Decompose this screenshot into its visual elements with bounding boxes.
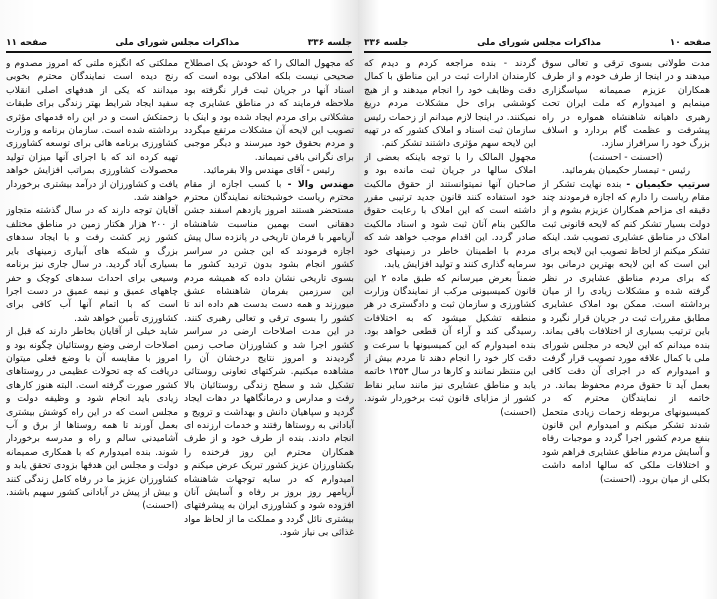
speaker-name: مهندس والا - [287, 178, 354, 190]
paragraph: گردند - بنده مراجعه کردم و دیدم که کارمندان ادارات ثبت در این مناطق با کمال دقت وظایف خود را انجام میدهند و از هیچ کوششی برای حل مشکلات مردم دریغ نمیکنند. در اینجا لازم میدانم از زحمات رئیس سازمان ثبت اسناد و املاک کشور که در تهیه این لایحه سهم مؤثری داشتند تشکر کنم. [364, 58, 536, 150]
text-column [6, 57, 178, 595]
speech-text: بنده نهایت تشکر از مقام ریاست را دارم که اجازه فرمودند چند دقیقه ای مزاحم همکاران عزیزم بشوم و از دولت بسیار تشکر کنم که لایحه قانونی ثبت املاک در مناطق عشایری تصویب شد. اینکه تشکر میکنم از لحاظ تصویب این لایحه برای این است که این لایحه بهترین درمانی بود که برای مردم مناطق عشایری در نظر گرفته شده و مشکلات زیادی را از میان برداشته است. ممکن بود املاک عشایری مطابق مقررات ثبت در جریان قرار نگیرد و باین ترتیب بسیاری از اختلافات باقی بماند. بنده میدانم که این لایحه در مجلس شورای ملی با کمال علاقه مورد تصویب قرار گرفت و امیدوارم که در اجرای آن دقت کافی بعمل آید تا حقوق مردم محفوظ بماند. در خاتمه از نمایندگان محترم که در کمیسیونهای مربوطه زحمات زیادی متحمل شدند تشکر میکنم و امیدوارم این قانون بنفع مردم کشور اجرا گردد و موجبات رفاه و آسایش مردم مناطق عشایری فراهم شود و اختلافات ملکی که سالها ادامه داشت بکلی از میان برود. (احسنت) [542, 178, 710, 485]
speech-text: با کسب اجازه از مقام محترم ریاست خوشبختانه نمایندگان محترم مستحضر هستند امروز یازدهم اسفند جشن دهقانی است بهمین مناسبت شاهنشاه آریامهر با فرمان تاریخی در پانزده سال پیش اجازه فرمودند که این جشن در سراسر کشور انجام بشود بدون تردید کشور ما بسوی تاریخی نشان داده که همیشه مردم این سرزمین بفرمان شاهنشاه عشق میورزند و همه دست بدست هم داده اند تا کشور را بسوی ترقی و تعالی رهبری کنند. در این مدت اصلاحات ارضی در سراسر کشور اجرا شد و کشاورزان صاحب زمین گردیدند و امروز نتایج درخشان آن را مشاهده میکنیم. شرکتهای تعاونی روستائی تشکیل شد و سطح زندگی روستائیان بالا رفت و مدارس و درمانگاهها در دهات ایجاد گردید و سپاهیان دانش و بهداشت و ترویج و آبادانی به روستاها رفتند و خدمات ارزنده ای انجام دادند. بنده از طرف خود و از طرف همکاران محترم این روز فرخنده را بکشاورزان عزیز کشور تبریک عرض میکنم و امیدوارم که در سایه توجهات شاهنشاه آریامهر روز بروز بر رفاه و آسایش آنان افزوده شود و کشاورزی ایران به پیشرفتهای بیشتری نائل گردد و مملکت ما از لحاظ مواد غذائی بی نیاز شود. [184, 178, 354, 539]
paragraph: مجهول المالک را با توجه باینکه بعضی از املاک سالها در جریان ثبت مانده بود و صاحبان آنها نمیتوانستند از حقوق مالکیت خود استفاده کنند قانون جدید ترتیبی مقرر داشته است که این املاک با رعایت حقوق مالکین بنام آنان ثبت شود و اسناد مالکیت صادر گردد. این اقدام موجب خواهد شد که مردم با اطمینان خاطر در زمینهای خود سرمایه گذاری کنند و تولید افزایش یابد. [364, 151, 536, 271]
page-number: صفحه ۱۱ [6, 38, 48, 48]
page-header [6, 36, 352, 50]
page-number: صفحه ۱۰ [669, 38, 711, 48]
paragraph: ضمناً بعرض میرسانم که طبق ماده ۲ این قانون کمیسیونی مرکب از نمایندگان وزارت کشاورزی و سازمان ثبت و دادگستری در هر منطقه تشکیل میشود که به اختلافات رسیدگی کند و آراء آن قطعی خواهد بود. بنده امیدوارم که این کمیسیونها با سرعت و دقت کار خود را انجام دهند تا مردم بیش از این منتظر نمانند و کارها در سال ۱۳۵۳ خاتمه یابد و مناطق عشایری نیز مانند سایر نقاط کشور از مزایای قانون ثبت برخوردار شوند. (احسنت) [364, 272, 536, 418]
speaker-name: سرتیپ حکیمیان - [626, 178, 710, 190]
paragraph [184, 178, 354, 540]
speaker-call: رئیس - تیمسار حکیمیان بفرمائید. [561, 165, 691, 177]
right-page [358, 0, 717, 599]
applause-note: (احسنت - احسنت) [589, 151, 663, 163]
session-number: جلسه ۳۳۶ [307, 38, 352, 48]
header-rule [364, 51, 711, 53]
paragraph: شاید خیلی از آقایان بخاطر دارند که قبل از اصلاحات ارضی وضع روستائیان چگونه بود و امروز با مقایسه آن با وضع فعلی میتوان دریافت که چه تحولات عظیمی در روستاهای کشور صورت گرفته است. البته هنوز کارهای زیادی باید انجام شود و وظیفه دولت و مجلس است که در این راه کوشش بیشتری بعمل آورند تا همه روستاها از برق و آب آشامیدنی سالم و راه و مدرسه برخوردار شوند. بنده امیدوارم که با همکاری صمیمانه دولت و مجلس این هدفها بزودی تحقق یابد و کشاورزان عزیز ما در رفاه کامل زندگی کنند و بیش از پیش در آبادانی کشور سهیم باشند. (احسنت) [6, 326, 178, 512]
paragraph: مملکتی که انگیزه ملتی که امروز مصدوم و رنج دیده است نمایندگان محترم بخوبی میدانند که یکی از هدفهای اصلی انقلاب سفید ایجاد شرایط بهتر زندگی برای طبقات زحمتکش است و در این راه قدمهای مؤثری برداشته شده است. سازمان برنامه و وزارت کشاورزی برنامه هائی برای توسعه کشاورزی تهیه کرده اند که با اجرای آنها میزان تولید محصولات کشاورزی بمراتب افزایش خواهد یافت و کشاورزان از درآمد بیشتری برخوردار خواهند شد. [6, 58, 178, 204]
paragraph: آقایان توجه دارند که در سال گذشته متجاوز از ۲۰۰ هزار هکتار زمین در مناطق مختلف کشور زیر کشت رفت و با ایجاد سدهای بزرگ و شبکه های آبیاری زمینهای بایر بسیاری آباد گردید. در سال جاری نیز برنامه وسیعی برای احداث سدهای کوچک و حفر چاههای عمیق و نیمه عمیق در دست اجرا است که با اتمام آنها آب کافی برای کشاورزی تأمین خواهد شد. [6, 205, 178, 324]
text-column [364, 57, 536, 595]
running-title: مذاکرات مجلس شورای ملی [115, 38, 240, 48]
paragraph [542, 178, 710, 486]
text-column [542, 57, 710, 595]
left-page [0, 0, 358, 599]
page-header [364, 36, 711, 50]
header-rule [6, 51, 352, 53]
session-number: جلسه ۳۳۶ [364, 38, 409, 48]
paragraph: که مجهول المالک را که خودش یک اصطلاح صحیحی نیست بلکه املاکی بوده است که اسناد آنها در جریان ثبت قرار نگرفته بود ملاحظه فرمایند که در مناطق عشایری چه مشکلاتی برای مردم ایجاد شده بود و اینک با تصویب این لایحه آن مشکلات مرتفع میگردد و مردم بحقوق خود میرسند و دیگر موجبی برای نگرانی باقی نمیماند. [184, 58, 354, 163]
text-column [184, 57, 354, 595]
paragraph: مدت طولانی بسوی ترقی و تعالی سوق میدهند و در اینجا از طرف خودم و از طرف همکاران عزیزم صمیمانه سپاسگزاری مینمایم و امیدوارم که ملت ایران تحت رهبری داهیانه شاهنشاه همواره در راه پیشرفت و عظمت گام بردارد و اسلاف بزرگ خود را سرافراز سازد. [542, 58, 710, 150]
speaker-call: رئیس - آقای مهندس والا بفرمائید. [203, 165, 335, 177]
running-title: مذاکرات مجلس شورای ملی [477, 38, 602, 48]
